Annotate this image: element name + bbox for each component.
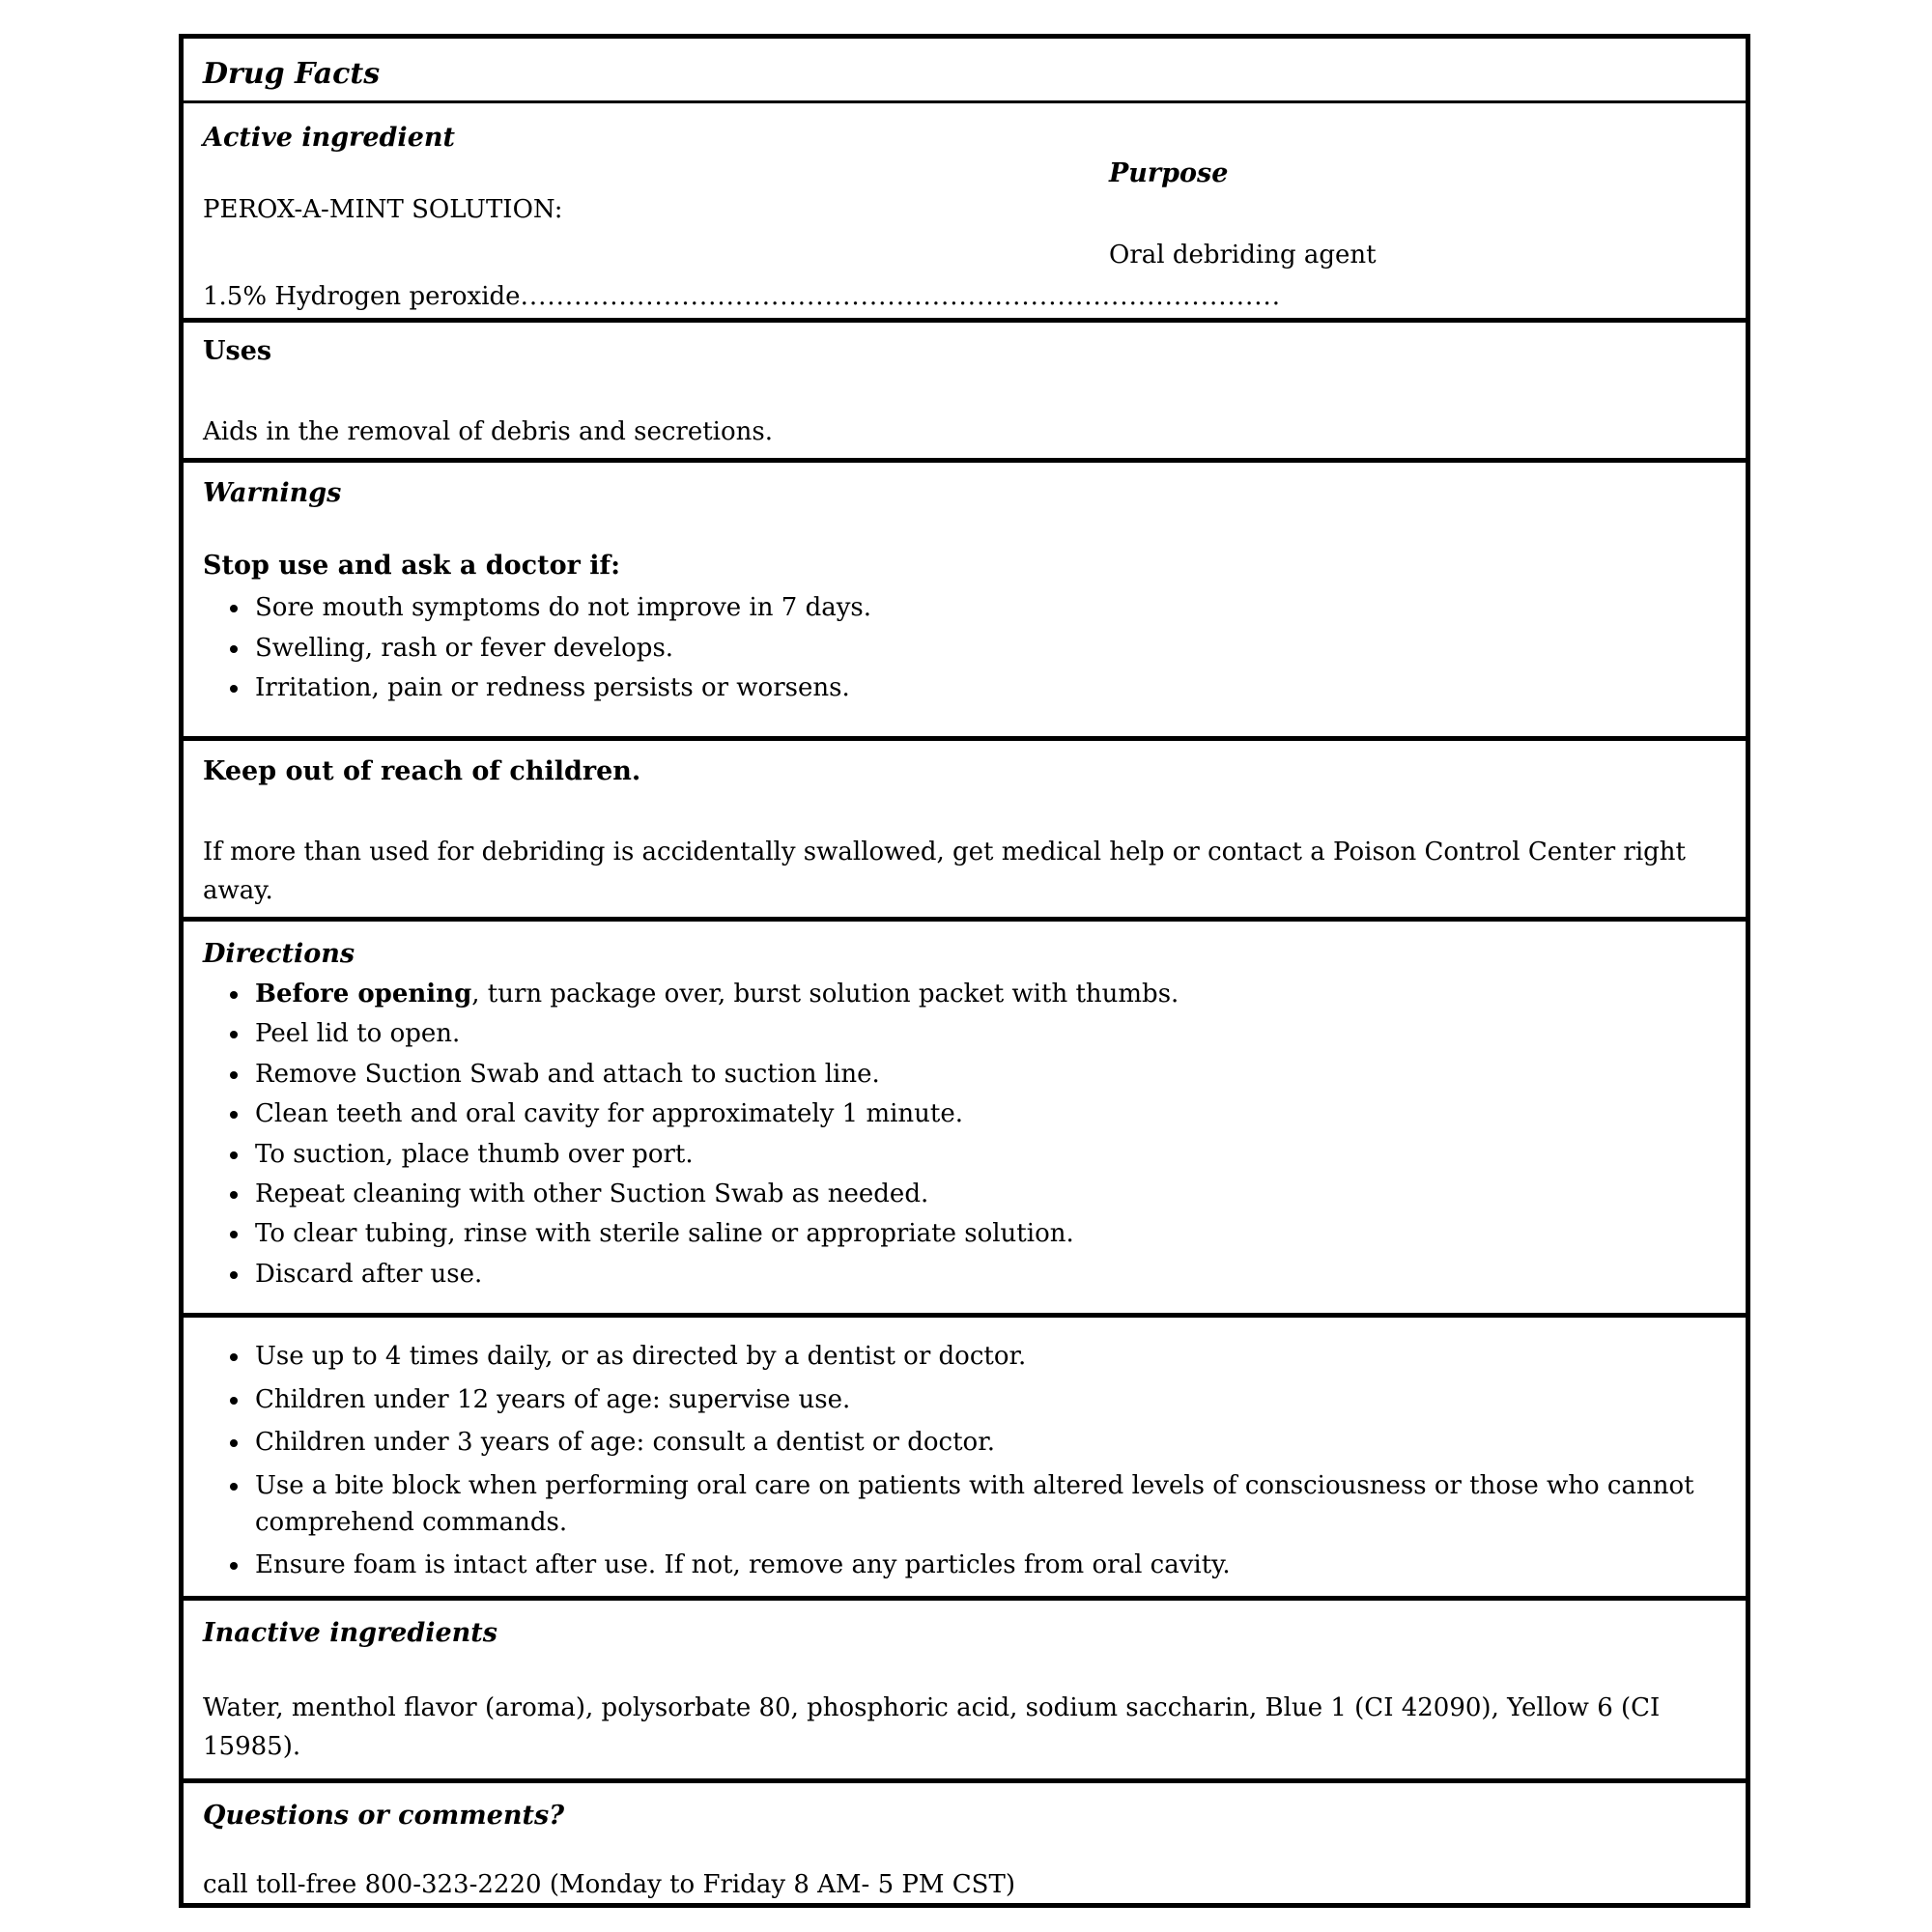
active-ingredient-section xyxy=(184,100,1746,318)
directions-heading: Directions xyxy=(203,939,355,969)
usage-notes-list xyxy=(203,1339,1726,1584)
ingredient-strength: 1.5% Hydrogen peroxide xyxy=(203,282,521,311)
list-item: • Children under 12 years of age: supervise use. xyxy=(251,1382,1726,1419)
before-opening-bold: Before opening xyxy=(255,980,472,1009)
title-section xyxy=(184,39,1746,100)
list-item: • To suction, place thumb over port. xyxy=(251,1137,1726,1172)
warnings-section xyxy=(184,458,1746,736)
ingredient-strength-line xyxy=(203,278,1281,316)
list-item: • Remove Suction Swab and attach to suction line. xyxy=(251,1057,1726,1092)
uses-section xyxy=(184,318,1746,458)
dot-leader: ..................................................................................... xyxy=(520,282,1282,311)
list-item: • Discard after use. xyxy=(251,1257,1726,1292)
list-item: • Sore mouth symptoms do not improve in 7 days. xyxy=(251,590,1726,625)
warnings-heading: Warnings xyxy=(203,478,342,508)
list-item: • Use up to 4 times daily, or as directed by a dentist or doctor. xyxy=(251,1339,1726,1376)
directions-list xyxy=(203,977,1726,1292)
active-ingredient-heading: Active ingredient xyxy=(203,123,455,153)
before-opening-rest: , turn package over, burst solution packet with thumbs. xyxy=(471,980,1179,1009)
page-title: Drug Facts xyxy=(203,57,381,91)
warnings-list xyxy=(203,590,1726,705)
list-item: • Clean teeth and oral cavity for approximately 1 minute. xyxy=(251,1096,1726,1131)
list-item: • Irritation, pain or redness persists or worsens. xyxy=(251,670,1726,705)
uses-heading: Uses xyxy=(203,336,272,366)
drug-facts-label xyxy=(179,34,1750,1908)
keep-out-of-reach-section xyxy=(184,736,1746,917)
keep-out-heading: Keep out of reach of children. xyxy=(203,756,641,786)
list-item: • To clear tubing, rinse with sterile saline or appropriate solution. xyxy=(251,1216,1726,1251)
product-name: PEROX-A-MINT SOLUTION: xyxy=(203,195,563,224)
questions-phone-text: call toll-free 800-323-2220 (Monday to Friday 8 AM- 5 PM CST) xyxy=(203,1870,1015,1900)
purpose-heading: Purpose xyxy=(1109,158,1229,188)
inactive-ingredients-heading: Inactive ingredients xyxy=(203,1618,497,1648)
uses-text: Aids in the removal of debris and secretions. xyxy=(203,417,774,447)
questions-section xyxy=(184,1778,1746,1903)
list-item: • Peel lid to open. xyxy=(251,1016,1726,1051)
inactive-ingredients-text: Water, menthol flavor (aroma), polysorbate 80, phosphoric acid, sodium saccharin, Blue 1 (CI 42090), Yellow 6 (CI 15985). xyxy=(203,1693,1661,1762)
list-item: • Repeat cleaning with other Suction Swab as needed. xyxy=(251,1177,1726,1211)
list-item: • Swelling, rash or fever develops. xyxy=(251,631,1726,666)
questions-heading: Questions or comments? xyxy=(203,1801,565,1831)
usage-notes-section xyxy=(184,1313,1746,1596)
purpose-value: Oral debriding agent xyxy=(1109,241,1377,270)
list-item xyxy=(251,977,1726,1011)
inactive-ingredients-section xyxy=(184,1596,1746,1778)
keep-out-text: If more than used for debriding is accidentally swallowed, get medical help or contact a Poison Control Center right away. xyxy=(203,838,1686,906)
directions-section xyxy=(184,917,1746,1313)
list-item: • Ensure foam is intact after use. If not, remove any particles from oral cavity. xyxy=(251,1548,1726,1584)
list-item: • Children under 3 years of age: consult a dentist or doctor. xyxy=(251,1425,1726,1462)
list-item: • Use a bite block when performing oral care on patients with altered levels of consciousness or those who cannot comprehend commands. xyxy=(251,1468,1726,1541)
stop-use-subheading: Stop use and ask a doctor if: xyxy=(203,551,621,582)
